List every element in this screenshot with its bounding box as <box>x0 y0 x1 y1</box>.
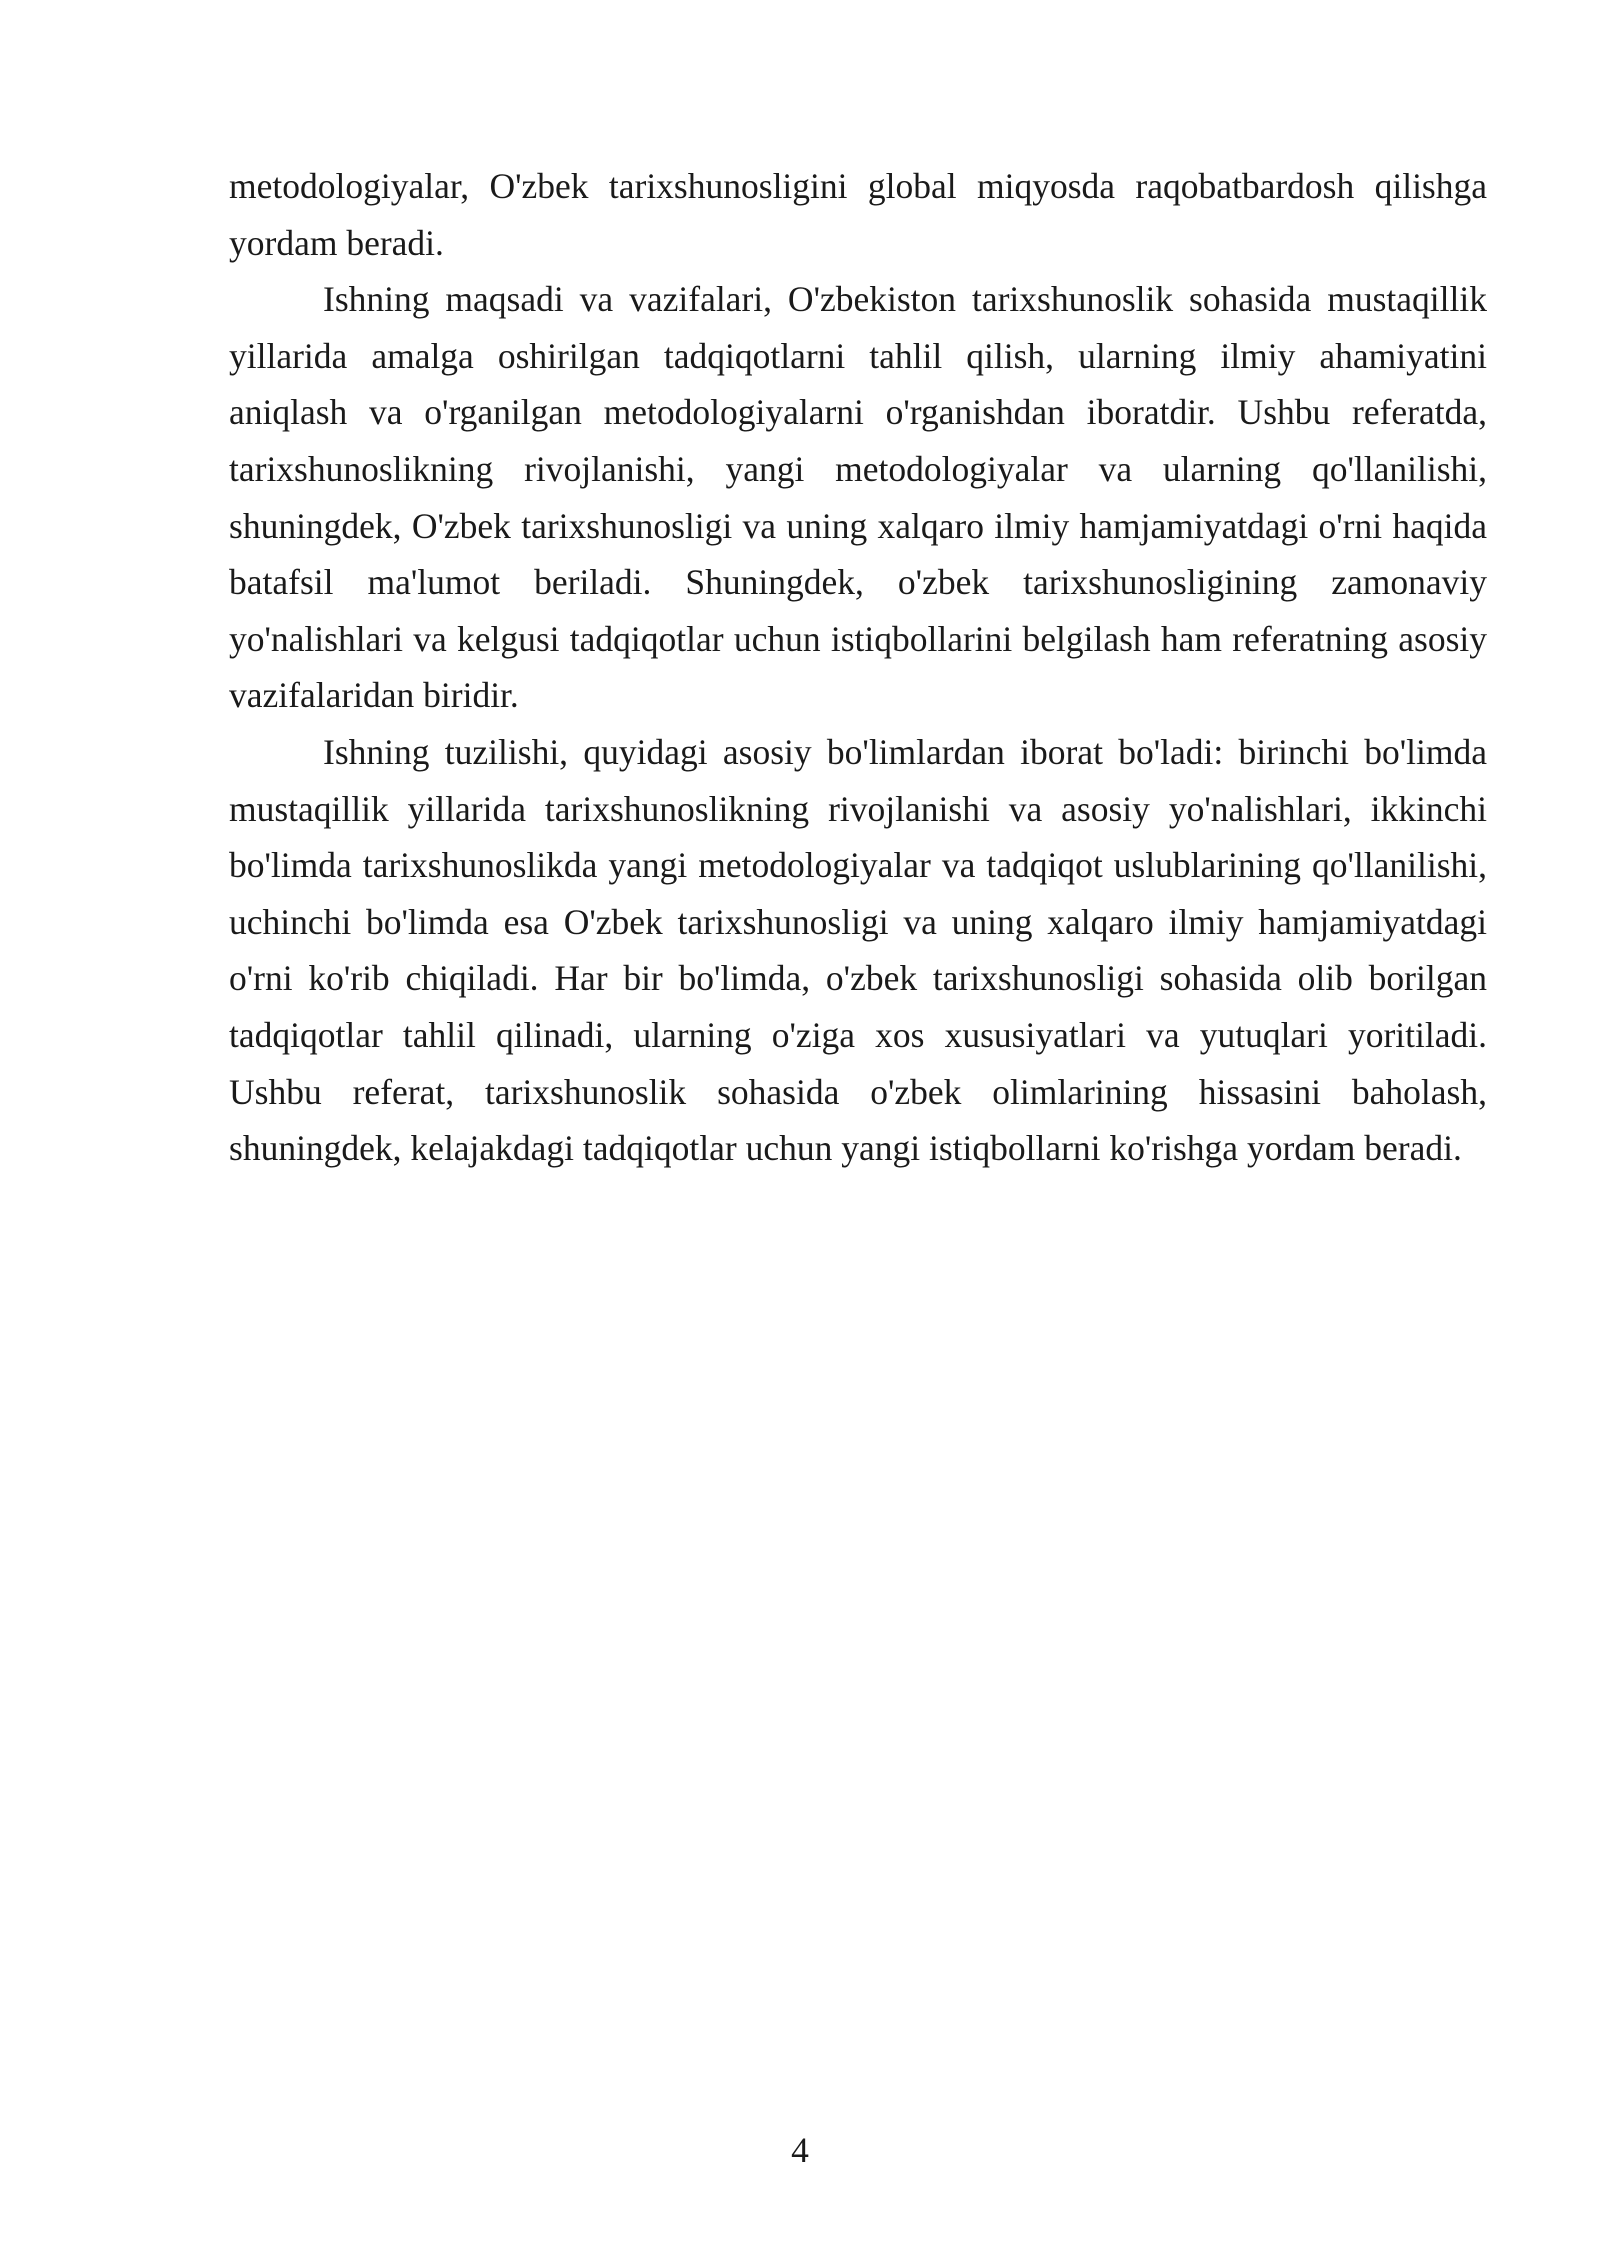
page-number: 4 <box>791 2130 809 2170</box>
paragraph-goals: Ishning maqsadi va vazifalari, O'zbekiston tarixshunoslik sohasida mustaqillik yillarida amalga oshirilgan tadqiqotlarni tahlil qilish, ularning ilmiy ahamiyatini aniqlash va o'rganilgan metodologiyalarni o'rganishdan iboratdir. Ushbu referatda, tarixshunoslikning rivojlanishi, yangi metodologiyalar va ularning qo'llanilishi, shuningdek, O'zbek tarixshunosligi va uning xalqaro ilmiy hamjamiyatdagi o'rni haqida batafsil ma'lumot beriladi. Shuningdek, o'zbek tarixshunosligining zamonaviy yo'nalishlari va kelgusi tadqiqotlar uchun istiqbollarini belgilash ham referatning asosiy vazifalaridan biridir. <box>229 279 1487 716</box>
paragraph-continuation: metodologiyalar, O'zbek tarixshunosligini global miqyosda raqobatbardosh qilishga yordam beradi. <box>229 166 1487 263</box>
body-text <box>229 158 1487 1177</box>
paragraph-structure: Ishning tuzilishi, quyidagi asosiy bo'limlardan iborat bo'ladi: birinchi bo'limda mustaqillik yillarida tarixshunoslikning rivojlanishi va asosiy yo'nalishlari, ikkinchi bo'limda tarixshunoslikda yangi metodologiyalar va tadqiqot uslublarining qo'llanilishi, uchinchi bo'limda esa O'zbek tarixshunosligi va uning xalqaro ilmiy hamjamiyatdagi o'rni ko'rib chiqiladi. Har bir bo'limda, o'zbek tarixshunosligi sohasida olib borilgan tadqiqotlar tahlil qilinadi, ularning o'ziga xos xususiyatlari va yutuqlari yoritiladi. Ushbu referat, tarixshunoslik sohasida o'zbek olimlarining hissasini baholash, shuningdek, kelajakdagi tadqiqotlar uchun yangi istiqbollarni ko'rishga yordam beradi. <box>229 731 1487 1169</box>
